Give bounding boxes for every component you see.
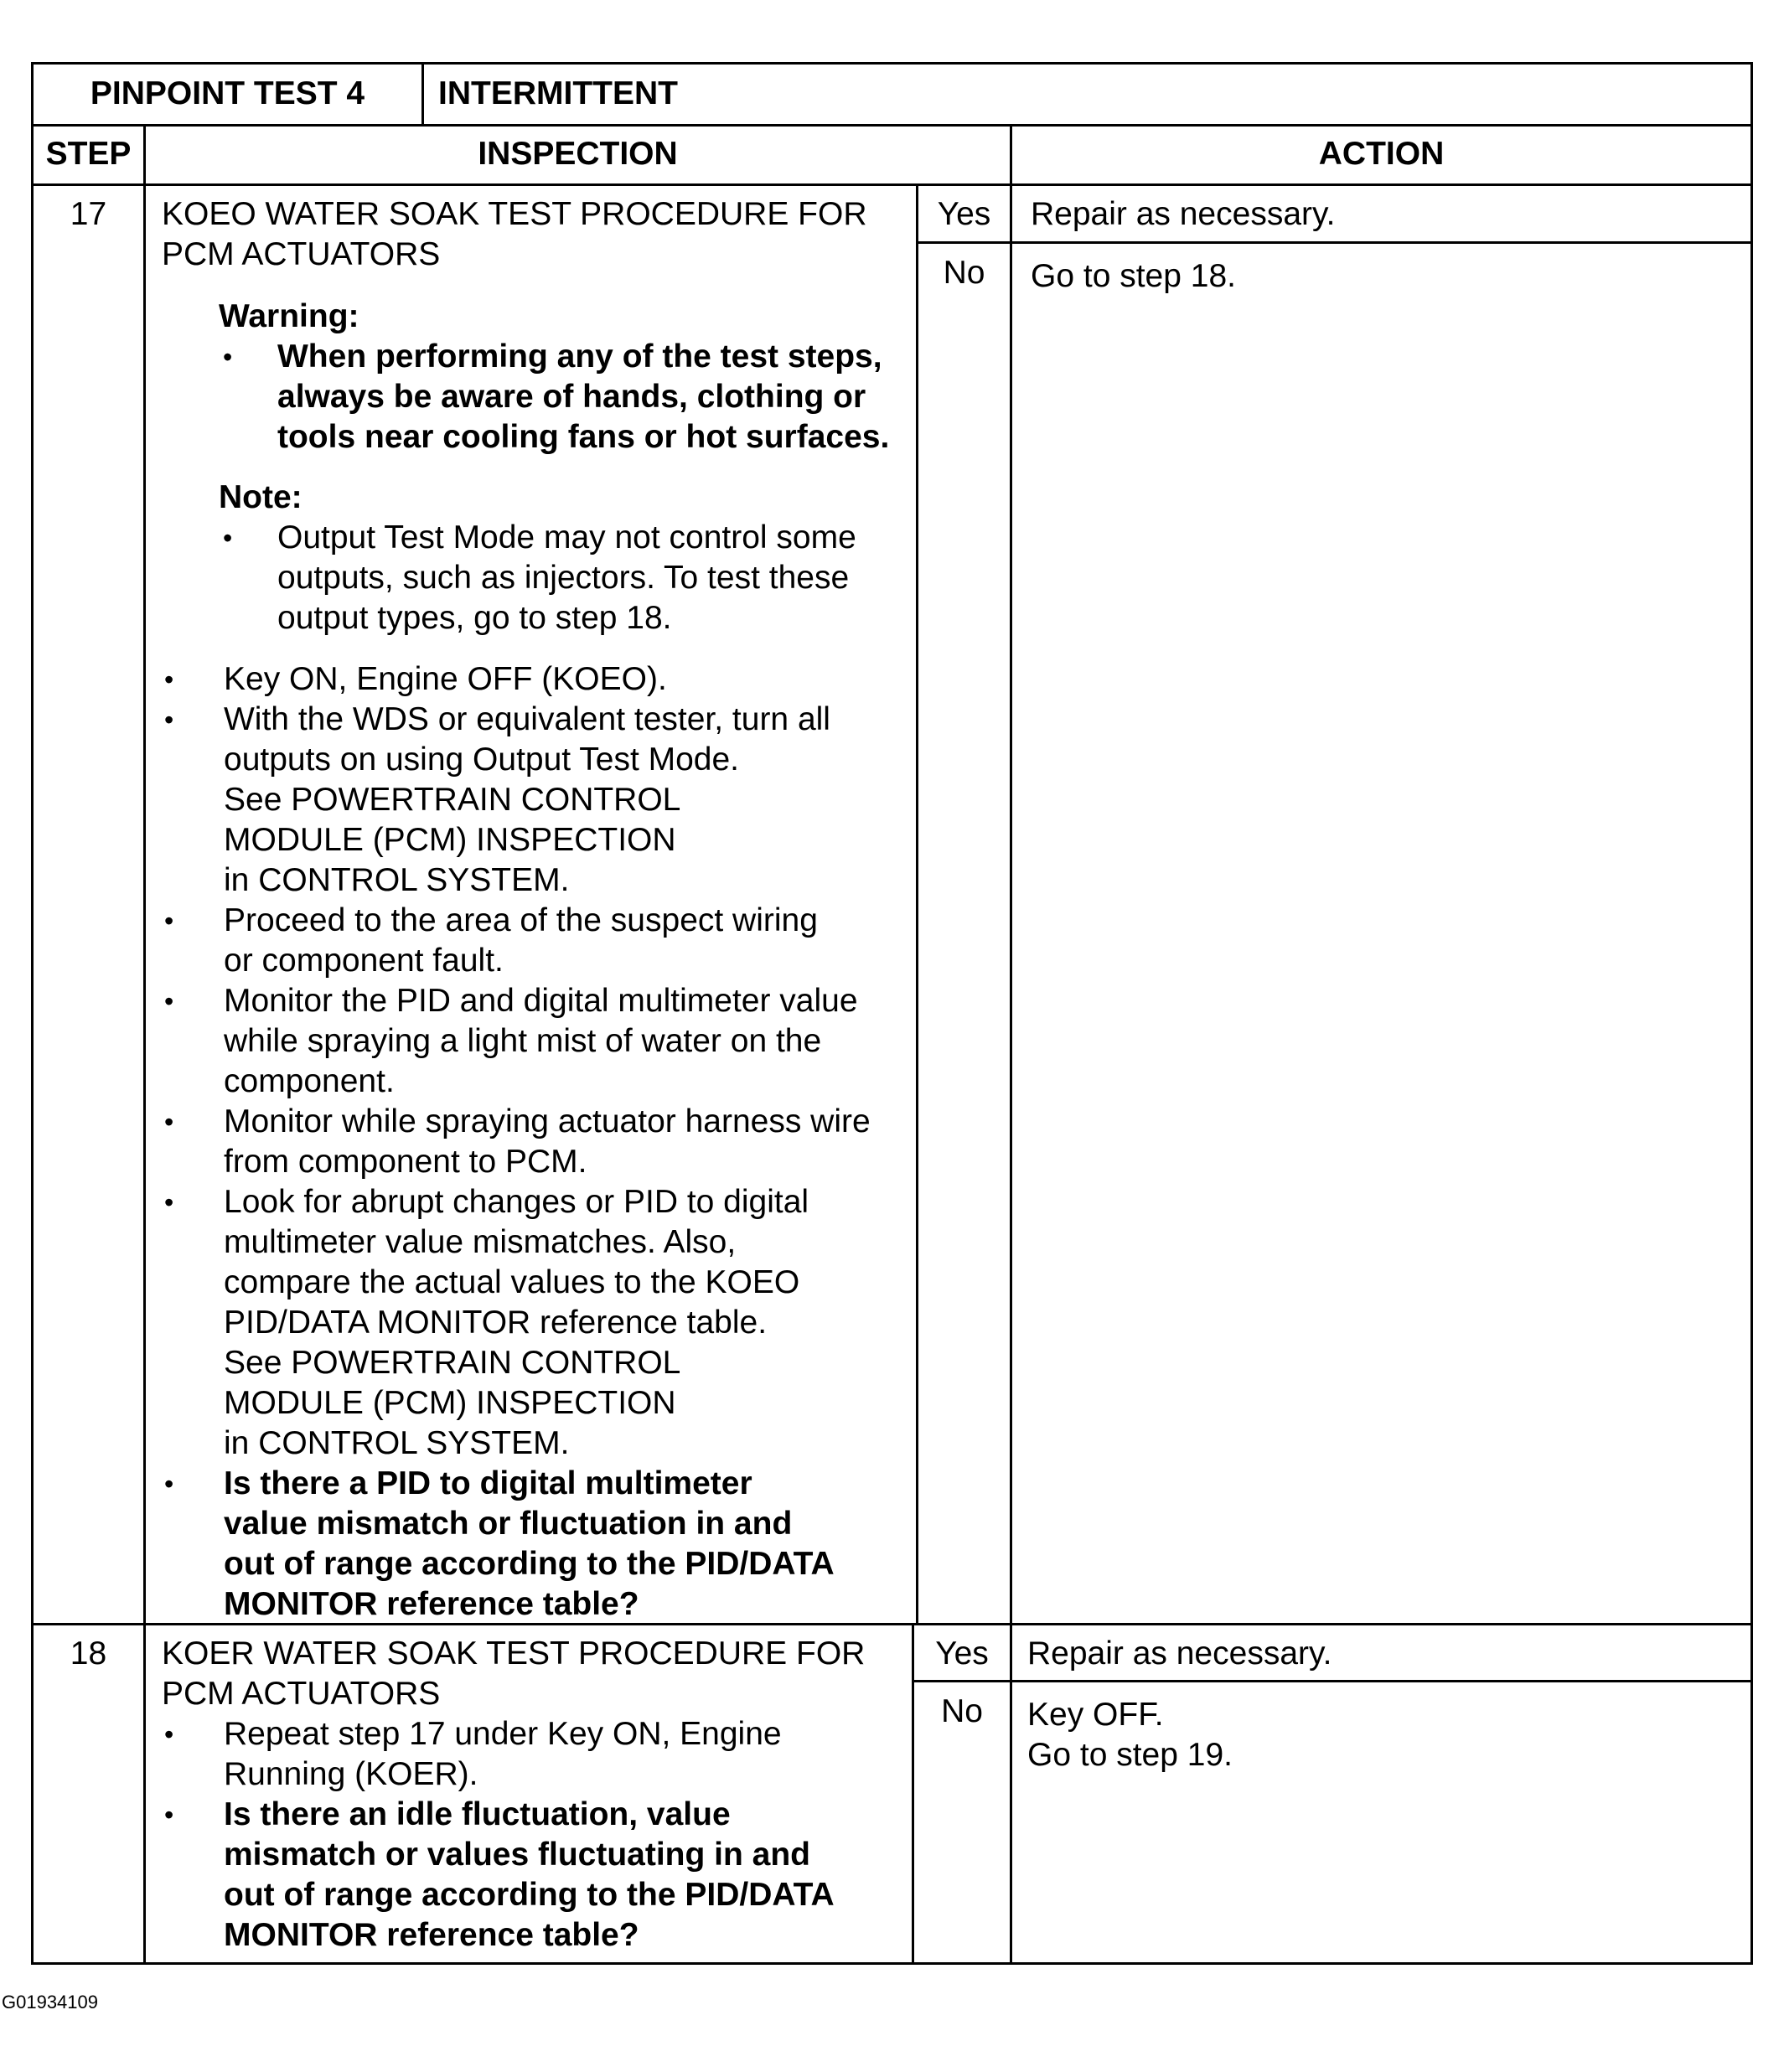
pinpoint-test-name: INTERMITTENT [438,75,678,111]
col-action-header: ACTION [1318,136,1445,172]
bullet-icon: • [164,664,174,695]
col-inspection-header: INSPECTION [478,136,678,172]
step-title-line: KOEO WATER SOAK TEST PROCEDURE FOR [162,196,867,232]
rule-step17-yes [916,241,1753,244]
note-line: outputs, such as injectors. To test these [277,560,850,596]
bullet-line: Monitor while spraying actuator harness wire [224,1103,871,1139]
warning-label: Warning: [219,298,359,334]
bullet-line: while spraying a light mist of water on the [224,1023,822,1059]
yes-label: Yes [935,1635,989,1672]
bullet-line: With the WDS or equivalent tester, turn all [224,701,830,737]
no-label: No [941,1693,983,1729]
bullet-icon: • [164,1107,174,1137]
note-label: Note: [219,479,303,515]
rule-yesno-18 [912,1623,914,1965]
no-action-line: Key OFF. [1027,1697,1164,1733]
step-title-line: KOER WATER SOAK TEST PROCEDURE FOR [162,1635,866,1672]
warning-line: When performing any of the test steps, [277,338,882,375]
question-line: mismatch or values fluctuating in and [224,1837,810,1873]
bullet-line: See POWERTRAIN CONTROL [224,782,681,818]
question-line: out of range according to the PID/DATA [224,1546,835,1582]
rule-top [31,62,1753,65]
question-line: MONITOR reference table? [224,1586,639,1622]
bullet-icon: • [223,342,233,372]
bullet-icon: • [164,906,174,936]
note-line: Output Test Mode may not control some [277,519,856,555]
bullet-line: from component to PCM. [224,1144,587,1180]
step-number: 18 [70,1635,107,1672]
question-line: MONITOR reference table? [224,1917,639,1953]
bullet-line: in CONTROL SYSTEM. [224,1425,570,1461]
bullet-line: Monitor the PID and digital multimeter value [224,983,858,1019]
bullet-line: Proceed to the area of the suspect wiring [224,902,818,938]
step-title-line: PCM ACTUATORS [162,1676,441,1712]
pinpoint-test-label: PINPOINT TEST 4 [90,75,365,111]
bullet-icon: • [223,523,233,553]
bullet-line: Look for abrupt changes or PID to digital [224,1184,809,1220]
bullet-line: component. [224,1063,395,1099]
rule-left [31,62,34,1965]
bullet-icon: • [164,705,174,735]
bullet-line: See POWERTRAIN CONTROL [224,1345,681,1381]
warning-line: always be aware of hands, clothing or [277,379,866,415]
rule-step18-yes [912,1680,1753,1682]
step-number: 17 [70,196,107,232]
bullet-line: multimeter value mismatches. Also, [224,1224,737,1260]
rule-bottom [31,1962,1753,1965]
bullet-line: MODULE (PCM) INSPECTION [224,822,676,858]
bullet-icon: • [164,1800,174,1830]
yes-action: Repair as necessary. [1027,1635,1332,1672]
rule-header-divider [421,62,424,127]
question-line: Is there a PID to digital multimeter [224,1465,752,1501]
bullet-line: compare the actual values to the KOEO [224,1264,800,1300]
note-line: output types, go to step 18. [277,600,672,636]
bullet-icon: • [164,1719,174,1749]
bullet-icon: • [164,986,174,1016]
bullet-icon: • [164,1469,174,1499]
bullet-line: Key ON, Engine OFF (KOEO). [224,661,667,697]
step-title-line: PCM ACTUATORS [162,236,441,272]
yes-label: Yes [937,196,991,232]
bullet-line: MODULE (PCM) INSPECTION [224,1385,676,1421]
rule-step-column [143,124,146,1965]
bullet-icon: • [164,1187,174,1217]
bullet-line: PID/DATA MONITOR reference table. [224,1305,768,1341]
rule-yesno-17 [916,183,918,1625]
yes-action: Repair as necessary. [1031,196,1336,232]
rule-columns [31,183,1753,186]
no-label: No [943,255,985,291]
bullet-line: or component fault. [224,943,504,979]
question-line: Is there an idle fluctuation, value [224,1796,731,1832]
rule-right [1750,62,1753,1965]
bullet-line: Repeat step 17 under Key ON, Engine [224,1716,782,1752]
col-step-header: STEP [45,136,132,172]
rule-header [31,124,1753,127]
question-line: out of range according to the PID/DATA [224,1877,835,1913]
question-line: value mismatch or fluctuation in and [224,1506,793,1542]
no-action-line: Go to step 18. [1031,258,1236,294]
rule-action-column [1010,124,1012,1965]
figure-id: G01934109 [2,1992,98,2013]
bullet-line: Running (KOER). [224,1756,478,1792]
warning-line: tools near cooling fans or hot surfaces. [277,419,890,455]
bullet-line: in CONTROL SYSTEM. [224,862,570,898]
bullet-line: outputs on using Output Test Mode. [224,741,740,778]
no-action-line: Go to step 19. [1027,1737,1233,1773]
